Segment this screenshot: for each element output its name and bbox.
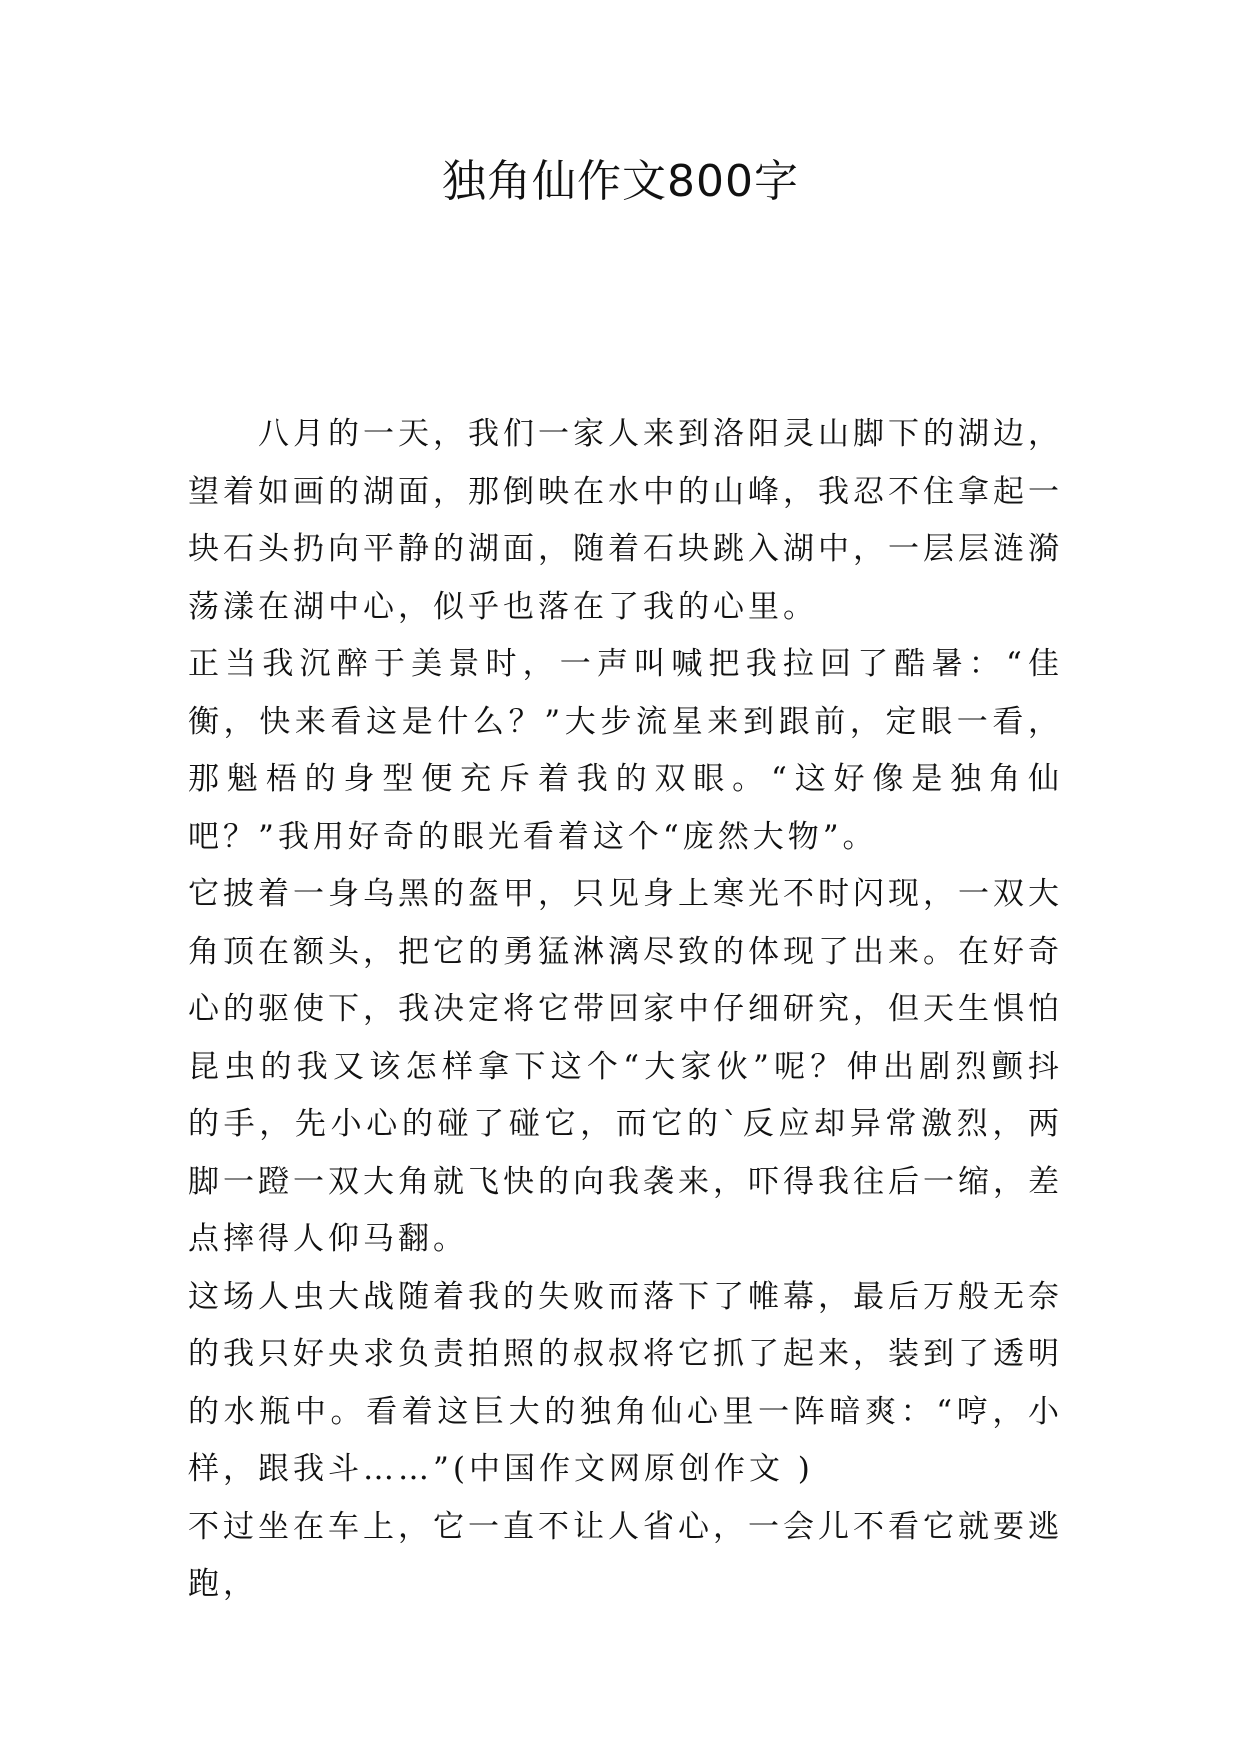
document-body <box>188 406 1063 1614</box>
document-title: 独角仙作文800字 <box>442 156 799 207</box>
paragraph-4: 这场人虫大战随着我的失败而落下了帷幕，最后万般无奈的我只好央求负责拍照的叔叔将它抓了起来，装到了透明的水瓶中。看着这巨大的独角仙心里一阵暗爽：“哼，小样，跟我斗……”(中国作文网原创作文 ) <box>188 1278 1063 1487</box>
paragraph-1: 八月的一天，我们一家人来到洛阳灵山脚下的湖边，望着如画的湖面，那倒映在水中的山峰，我忍不住拿起一块石头扔向平静的湖面，随着石块跳入湖中，一层层涟漪荡漾在湖中心，似乎也落在了我的心里。 <box>188 416 1063 625</box>
paragraph-3: 它披着一身乌黑的盔甲，只见身上寒光不时闪现，一双大角顶在额头，把它的勇猛淋漓尽致的体现了出来。在好奇心的驱使下，我决定将它带回家中仔细研究，但天生惧怕昆虫的我又该怎样拿下这个“大家伙”呢？伸出剧烈颤抖的手，先小心的碰了碰它，而它的`反应却异常激烈，两脚一蹬一双大角就飞快的向我袭来，吓得我往后一缩，差点摔得人仰马翻。 <box>188 876 1063 1257</box>
paragraph-2: 正当我沉醉于美景时，一声叫喊把我拉回了酷暑：“佳衡，快来看这是什么？”大步流星来到跟前，定眼一看，那魁梧的身型便充斥着我的双眼。“这好像是独角仙吧？”我用好奇的眼光看着这个“庞然大物”。 <box>188 646 1063 855</box>
paragraph-5: 不过坐在车上，它一直不让人省心，一会儿不看它就要逃跑， <box>188 1508 1063 1602</box>
